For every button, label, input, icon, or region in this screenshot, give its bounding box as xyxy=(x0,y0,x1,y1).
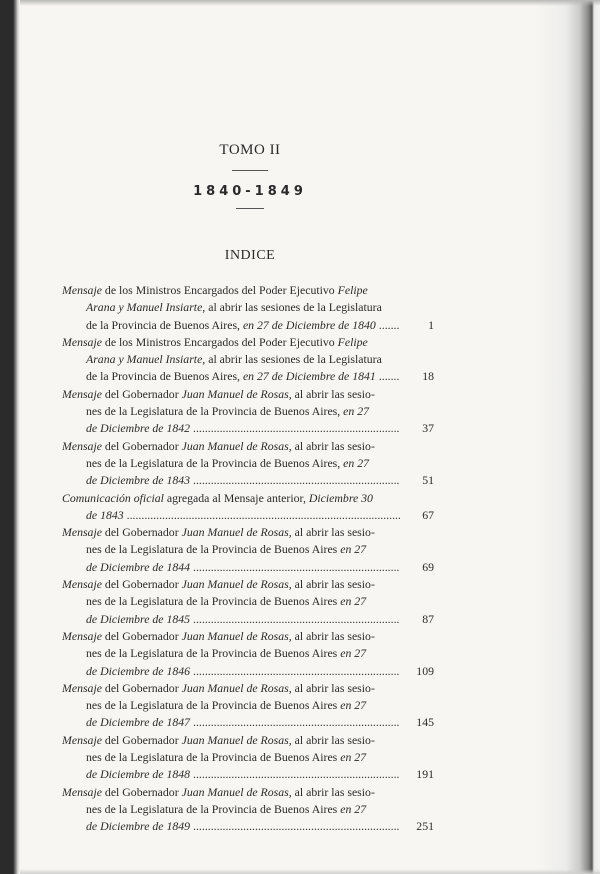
toc-text-segment: Felipe xyxy=(337,283,368,297)
toc-leader xyxy=(86,472,400,489)
toc-entry-line xyxy=(62,420,434,437)
toc-entry-line xyxy=(62,368,434,385)
toc-text-segment: al abrir las sesiones de la Legislatura xyxy=(205,300,382,315)
toc-entry-line xyxy=(62,299,434,316)
toc-text-segment: al abrir las sesio- xyxy=(291,680,375,695)
toc-entry-line xyxy=(62,559,434,576)
toc-text-segment: nes de la Legislatura de la Provincia de Buenos Aires xyxy=(86,594,341,609)
toc-text-segment: de Diciembre de 1842 xyxy=(86,421,191,436)
toc-text-segment: nes de la Legislatura de la Provincia de Buenos Aires xyxy=(86,542,341,557)
toc-entry-line xyxy=(62,593,434,610)
toc-page-number: 145 xyxy=(416,715,434,730)
toc-entry-line xyxy=(62,386,434,403)
toc-entry xyxy=(62,628,434,680)
toc-text-segment: en 27 xyxy=(343,404,370,419)
toc-entry xyxy=(62,438,434,490)
toc-text-segment: al abrir las sesio- xyxy=(291,577,375,592)
toc-entry-line xyxy=(62,317,434,334)
toc-leader xyxy=(86,420,400,437)
toc-text-segment: nes de la Legislatura de la Provincia de Buenos Aires, xyxy=(86,455,344,470)
toc-text-segment: Mensaje xyxy=(62,438,102,453)
toc-page-number: 191 xyxy=(416,767,434,782)
toc-leader xyxy=(86,714,400,731)
toc-entry-line xyxy=(62,697,434,714)
toc-text-segment: Mensaje xyxy=(62,334,102,349)
toc-text-segment: en 27 xyxy=(340,542,367,557)
toc-text-segment: de Diciembre de 1849 xyxy=(86,819,191,834)
years-heading: 1840-1849 xyxy=(193,184,307,199)
toc-text-segment: Diciembre 30 xyxy=(308,490,373,505)
toc-entry-line xyxy=(62,438,434,455)
toc-text-segment: de Diciembre de 1848 xyxy=(86,767,191,782)
toc-text-segment: en 27 xyxy=(343,455,370,470)
page-edge-bottom xyxy=(20,869,600,874)
toc-text-segment: en 27 xyxy=(340,698,367,713)
toc-entry xyxy=(62,386,434,438)
toc-text-segment: Juan Manuel de Rosas, xyxy=(181,577,292,592)
toc-text-segment: de la Provincia de Buenos Aires, xyxy=(86,369,243,384)
table-of-contents xyxy=(62,282,434,836)
toc-text-segment: Mensaje xyxy=(62,283,102,297)
toc-text-segment: en 27 de Diciembre de 1841 xyxy=(242,369,376,384)
toc-text-segment: de los Ministros Encargados del Poder Ejecutivo xyxy=(101,334,338,349)
toc-text-segment: Mensaje xyxy=(62,386,102,401)
divider-rule-2 xyxy=(236,208,264,209)
toc-entry xyxy=(62,490,434,525)
toc-text-segment: nes de la Legislatura de la Provincia de Buenos Aires xyxy=(86,646,341,661)
toc-text-segment: del Gobernador xyxy=(101,732,182,747)
toc-text-segment: al abrir las sesio- xyxy=(291,628,375,643)
toc-entry-line xyxy=(62,472,434,489)
toc-text-segment: de Diciembre de 1846 xyxy=(86,663,191,678)
toc-text-segment: en 27 xyxy=(340,801,367,816)
toc-text-segment: de los Ministros Encargados del Poder Ejecutivo xyxy=(101,283,338,297)
toc-entry-line xyxy=(62,351,434,368)
toc-text-segment: al abrir las sesio- xyxy=(291,438,375,453)
toc-text-segment: al abrir las sesio- xyxy=(291,784,375,799)
toc-text-segment: del Gobernador xyxy=(101,680,182,695)
toc-entry-line xyxy=(62,524,434,541)
toc-leader xyxy=(86,611,400,628)
toc-text-segment: del Gobernador xyxy=(101,577,182,592)
toc-text-segment: del Gobernador xyxy=(101,628,182,643)
toc-text-segment: agregada al Mensaje anterior, xyxy=(163,490,309,505)
toc-entry-line xyxy=(62,732,434,749)
toc-text-segment: nes de la Legislatura de la Provincia de Buenos Aires xyxy=(86,801,341,816)
toc-text-segment: al abrir las sesio- xyxy=(291,386,375,401)
toc-leader xyxy=(86,559,400,576)
toc-leader xyxy=(86,663,400,680)
toc-text-segment: Felipe xyxy=(337,334,368,349)
toc-entry-line xyxy=(62,576,434,593)
toc-text-segment: de Diciembre de 1843 xyxy=(86,473,191,488)
toc-entry-line xyxy=(62,818,434,835)
toc-text-segment: Mensaje xyxy=(62,628,102,643)
toc-entry-line xyxy=(62,490,434,507)
page-edge-left xyxy=(0,0,20,874)
toc-text-segment: Mensaje xyxy=(62,680,102,695)
toc-entry-line xyxy=(62,455,434,472)
toc-text-segment: al abrir las sesio- xyxy=(291,525,375,540)
toc-entry-line xyxy=(62,766,434,783)
toc-text-segment: al abrir las sesio- xyxy=(291,732,375,747)
toc-page-number: 69 xyxy=(422,559,434,574)
toc-text-segment: en 27 xyxy=(340,594,367,609)
toc-entry-line xyxy=(62,663,434,680)
toc-entry-line xyxy=(62,507,434,524)
toc-text-segment: Mensaje xyxy=(62,577,102,592)
toc-text-segment: del Gobernador xyxy=(101,386,182,401)
toc-text-segment: Mensaje xyxy=(62,732,102,747)
toc-entry-line xyxy=(62,403,434,420)
toc-page-number: 37 xyxy=(422,421,434,436)
toc-text-segment: en 27 xyxy=(340,646,367,661)
toc-text-segment: del Gobernador xyxy=(101,525,182,540)
divider-rule-1 xyxy=(232,170,268,171)
toc-entry xyxy=(62,524,434,576)
toc-entry-line xyxy=(62,801,434,818)
toc-text-segment: nes de la Legislatura de la Provincia de Buenos Aires xyxy=(86,750,341,765)
toc-entry-line xyxy=(62,714,434,731)
toc-leader xyxy=(86,507,400,524)
toc-text-segment: Juan Manuel de Rosas, xyxy=(181,525,292,540)
toc-text-segment: Arana y Manuel Insiarte, xyxy=(86,352,206,367)
toc-leader xyxy=(86,818,400,835)
toc-entry-line xyxy=(62,541,434,558)
toc-page-number: 51 xyxy=(422,473,434,488)
page-edge-right xyxy=(536,0,600,874)
toc-entry xyxy=(62,680,434,732)
toc-text-segment: en 27 de Diciembre de 1840 xyxy=(242,317,376,332)
toc-page-number: 1 xyxy=(428,317,434,332)
toc-entry-line xyxy=(62,784,434,801)
index-title: INDICE xyxy=(224,248,276,263)
toc-leader xyxy=(86,368,400,385)
toc-entry-line xyxy=(62,611,434,628)
toc-text-segment: Juan Manuel de Rosas, xyxy=(181,784,292,799)
toc-text-segment: Comunicación oficial xyxy=(62,490,164,505)
toc-entry-line xyxy=(62,628,434,645)
toc-text-segment: Juan Manuel de Rosas, xyxy=(181,628,292,643)
toc-page-number: 18 xyxy=(422,369,434,384)
toc-text-segment: nes de la Legislatura de la Provincia de Buenos Aires xyxy=(86,698,341,713)
toc-page-number: 87 xyxy=(422,611,434,626)
toc-text-segment: Juan Manuel de Rosas, xyxy=(181,386,292,401)
volume-title: TOMO II xyxy=(219,142,281,158)
toc-text-segment: en 27 xyxy=(340,750,367,765)
toc-entry xyxy=(62,282,434,334)
toc-text-segment: nes de la Legislatura de la Provincia de Buenos Aires, xyxy=(86,404,344,419)
toc-text-segment: Arana y Manuel Insiarte, xyxy=(86,300,206,315)
toc-text-segment: Mensaje xyxy=(62,525,102,540)
toc-entry-line xyxy=(62,282,434,299)
toc-entry-line xyxy=(62,334,434,351)
toc-text-segment: Juan Manuel de Rosas, xyxy=(181,680,292,695)
toc-text-segment: Juan Manuel de Rosas, xyxy=(181,438,292,453)
toc-entry-line xyxy=(62,645,434,662)
toc-text-segment: al abrir las sesiones de la Legislatura xyxy=(205,352,382,367)
toc-page-number: 251 xyxy=(416,819,434,834)
toc-page-number: 67 xyxy=(422,507,434,522)
toc-text-segment: de 1843 xyxy=(86,507,124,522)
toc-entry-line xyxy=(62,680,434,697)
toc-text-segment: Juan Manuel de Rosas, xyxy=(181,732,292,747)
toc-text-segment: del Gobernador xyxy=(101,438,182,453)
toc-entry xyxy=(62,732,434,784)
toc-leader xyxy=(86,766,400,783)
page-edge-top xyxy=(20,0,600,6)
toc-text-segment: Mensaje xyxy=(62,784,102,799)
toc-entry xyxy=(62,576,434,628)
toc-text-segment: del Gobernador xyxy=(101,784,182,799)
toc-text-segment: de Diciembre de 1844 xyxy=(86,559,191,574)
toc-entry-line xyxy=(62,749,434,766)
toc-text-segment: de la Provincia de Buenos Aires, xyxy=(86,317,243,332)
toc-leader xyxy=(86,317,400,334)
toc-entry xyxy=(62,784,434,836)
toc-page-number: 109 xyxy=(416,663,434,678)
toc-text-segment: de Diciembre de 1845 xyxy=(86,611,191,626)
toc-entry xyxy=(62,334,434,386)
toc-text-segment: de Diciembre de 1847 xyxy=(86,715,191,730)
